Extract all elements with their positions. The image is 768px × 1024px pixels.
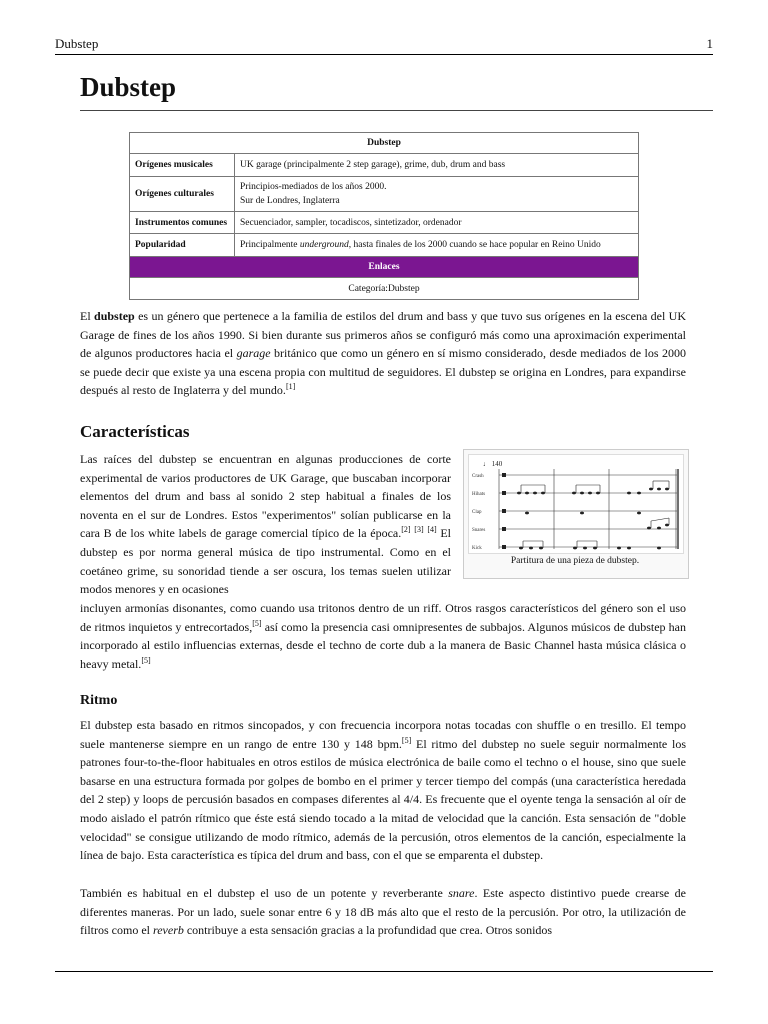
reference-link[interactable]: [5] [401, 735, 412, 745]
category-link[interactable]: Categoría:Dubstep [130, 278, 639, 300]
text: británico que como un género en sí mismo considerado, desde mediados de los 2000 se puede decir que existe ya una escena propia con multitud de seguidores. El dubstep se origina en Londres, para expandirse después al resto de Inglaterra y del mundo. [80, 346, 686, 398]
drum-score-svg [469, 455, 683, 553]
infobox-links-heading: Enlaces [130, 257, 639, 278]
header-divider [55, 54, 713, 55]
text: El dubstep es por norma general música de tipo instrumental. Como en el coetáneo grime, su sonoridad tiende a ser oscura, los temas suelen utilizar modos menores y en ocasiones [80, 526, 452, 597]
text: El dubstep esta basado en ritmos sincopados, y con frecuencia incorpora notas tocadas con shuffle o en tresillo. El tempo suele mantenerse siempre en un rango de entre 130 y 148 bpm. [80, 718, 686, 751]
page-number: 1 [706, 36, 713, 51]
staff-label: Kick [472, 546, 482, 551]
infobox [129, 132, 639, 300]
staff-label: Hihats [472, 492, 486, 497]
caracteristicas-paragraph-wrapped [80, 450, 451, 599]
infobox-value[interactable] [235, 234, 639, 257]
emphasis: reverb [152, 923, 184, 938]
staff-label: Crash [472, 474, 484, 479]
text: así como la presencia casi omnipresentes de subbajos. Algunos músicos de dubstep han incorporado al estilo influencias externas, desde el techno de corte dub a la manera de Basic Channel hasta música clásica o heavy metal. [80, 619, 687, 671]
ritmo-paragraph-1 [80, 716, 686, 865]
infobox-text: Principalmente [240, 240, 300, 250]
emphasis: garage [236, 346, 271, 361]
text: El [80, 309, 95, 323]
text: contribuye a esta sensación gracias a la profundidad que crea. Otros sonidos [183, 923, 553, 938]
infobox-value-line[interactable]: Sur de Londres, Inglaterra [240, 196, 340, 206]
staff-label: Clap [472, 510, 482, 515]
infobox-value[interactable] [235, 177, 639, 212]
page-title: Dubstep [80, 72, 177, 102]
page-header [55, 36, 713, 52]
text: Las raíces del dubstep se encuentran en algunas producciones de corte experimental de varios productores de UK Garage, que buscaban incorporar elementos del drum and bass al sonido 2 step habitual a finales de los noventa en el sur de Londres. Estos "experimentos" solían publicarse en la cara B de los white labels de garage comercial típico de la época. [80, 452, 451, 541]
caracteristicas-paragraph-continued [80, 599, 686, 673]
running-title: Dubstep [55, 36, 99, 51]
reference-link[interactable]: [4] [427, 525, 437, 535]
text: incluyen armonías disonantes, como cuando usa tritonos dentro de un riff. Otros rasgos característicos del género son el uso de ritmos inquietos y entrecortados, [80, 601, 686, 634]
tempo-marking: ♩ 140 [483, 460, 503, 468]
figure-thumbnail[interactable] [463, 449, 689, 579]
bold-term: dubstep [94, 309, 135, 323]
intro-paragraph [80, 307, 686, 400]
figure-caption: Partitura de una pieza de dubstep. [510, 556, 640, 566]
title-divider [80, 110, 713, 111]
reference-link[interactable]: [5] [141, 655, 151, 665]
section-heading-caracteristicas: Características [80, 422, 190, 441]
text: . Este aspecto distintivo puede crearse de diferentes maneras. Por un lado, suele sonar entre 6 y 18 dB más alto que el resto de la percusión. Por otro, la utilización de filtros como el [80, 886, 686, 938]
emphasis: snare [448, 886, 475, 900]
infobox-text: , hasta finales de los 2000 cuando se hace popular en Reino Unido [348, 240, 601, 250]
staff-label: Snares [472, 528, 486, 533]
text: es un género que pertenece a la familia de estilos del drum and bass y que tuvo sus orígenes en la escena del UK Garage de fines de los años 1990. Si bien durante sus primeros años se configuró más como una aproximación experimental de algunos productores hacia el [80, 309, 686, 361]
drum-score-image [468, 454, 684, 554]
reference-link[interactable]: [3] [414, 525, 424, 535]
reference-link[interactable]: [2] [401, 525, 411, 535]
infobox-key: Instrumentos comunes [130, 212, 235, 234]
infobox-emphasis: underground [299, 240, 349, 250]
section-heading-ritmo: Ritmo [80, 693, 118, 708]
text: El ritmo del dubstep no suele seguir normalmente los patrones four-to-the-floor habituales en otros estilos de música electrónica de baile como el techno o el house, sino que suele basarse en una estructura formada por golpes de bombo en el primer y tercer tiempo del compás (una característica heredada del 2 step) y loops de percusión basados en compases diferentes al 4/4. Es frecuente que el oyente tenga la sensación al oír de modo aislado el patrón rítmico que éste está siendo tocado a la mitad de velocidad que la canción. Esta sensación de "doble velocidad" se consigue utilizando de modo rítmico, además de la percusión, otros elementos de la canción, especialmente la línea de bajo. Esta característica es típica del drum and bass, con el que se emparenta el dubstep. [80, 736, 686, 863]
infobox-key: Orígenes culturales [130, 177, 235, 212]
infobox-value[interactable]: UK garage (principalmente 2 step garage), grime, dub, drum and bass [235, 154, 639, 177]
ritmo-paragraph-2 [80, 884, 686, 940]
infobox-key: Popularidad [130, 234, 235, 257]
infobox-value[interactable]: Secuenciador, sampler, tocadiscos, sintetizador, ordenador [235, 212, 639, 234]
footer-divider [55, 971, 713, 972]
infobox-key: Orígenes musicales [130, 154, 235, 177]
infobox-heading: Dubstep [130, 133, 639, 154]
infobox-value-line: Principios-mediados de los años 2000. [240, 182, 387, 192]
reference-link[interactable]: [1] [285, 382, 296, 392]
text: También es habitual en el dubstep el uso de un potente y reverberante [80, 886, 449, 900]
reference-link[interactable]: [5] [252, 618, 262, 628]
